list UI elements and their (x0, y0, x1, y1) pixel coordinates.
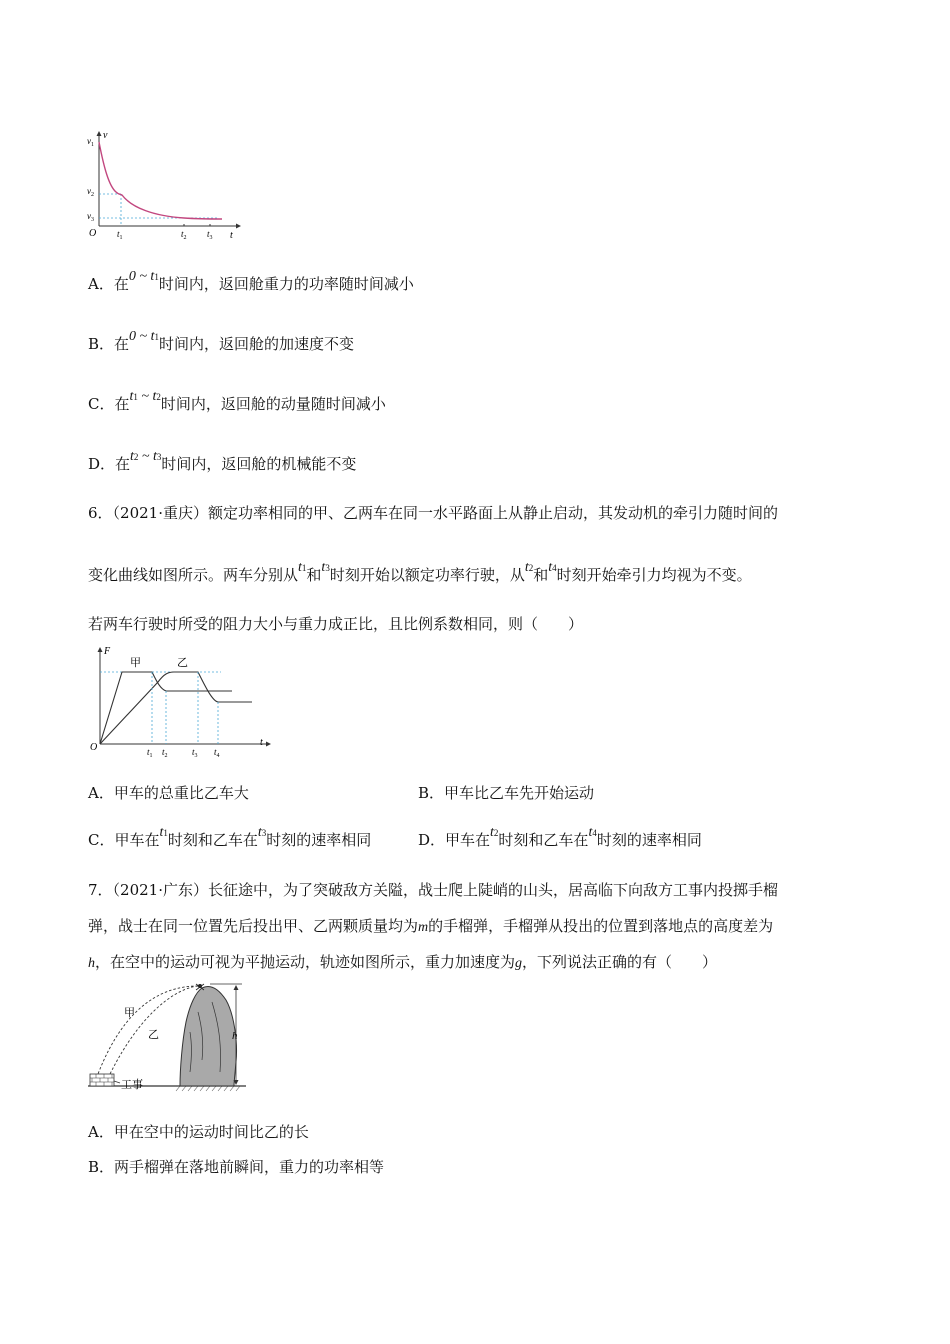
axis-t-label: t (260, 737, 263, 748)
q7-option-a: A．甲在空中的运动时间比乙的长 (88, 1123, 309, 1141)
yi-label: 乙 (177, 656, 188, 669)
gongshi-label: 工事 (121, 1078, 143, 1091)
t4-label: t (214, 747, 217, 757)
svg-text:v2: $v_2$ (87, 186, 94, 198)
q7-stem-line1: 7．（2021·广东）长征途中，为了突破敌方关隘，战士爬上陡峭的山头，居高临下向敌方工事内投掷手榴 (88, 881, 778, 899)
yi-label: 乙 (148, 1028, 159, 1041)
q6-option-c: C．甲车在t1时刻和乙车在t3时刻的速率相同 (88, 825, 372, 849)
q6-option-d: D．甲车在t2时刻和乙车在t4时刻的速率相同 (418, 825, 702, 849)
h-label: h (232, 1030, 238, 1042)
t3-label: t (207, 229, 210, 239)
q5-option-c: C．在t1 ~ t2时间内，返回舱的动量随时间减小 (88, 389, 386, 413)
q6-stem-line3: 若两车行驶时所受的阻力大小与重力成正比，且比例系数相同，则（ ） (88, 615, 584, 633)
t1-label: t (147, 747, 150, 757)
axis-v-label: v (103, 130, 108, 141)
t2-label: t (162, 747, 165, 757)
origin-label: O (89, 228, 97, 239)
svg-text:t4: $t_4$ (214, 747, 220, 759)
axis-f-label: F (104, 646, 111, 657)
v3-label: v (87, 211, 91, 221)
svg-text:t1: $t_1$ (117, 229, 123, 241)
svg-text:t1: $t_1$ (147, 747, 153, 759)
grenade-trajectory-figure (86, 982, 256, 1094)
bunker (90, 1074, 114, 1086)
q7-stem-line3: h，在空中的运动可视为平抛运动，轨迹如图所示，重力加速度为g，下列说法正确的有（ ） (88, 953, 718, 971)
t3-label: t (192, 747, 195, 757)
velocity-time-graph (84, 128, 244, 243)
q7-stem-line2: 弹，战士在同一位置先后投出甲、乙两颗质量均为m的手榴弹，手榴弹从投出的位置到落地点的高度差为 (88, 917, 774, 935)
yi-curve (100, 672, 252, 744)
svg-text:v3: $v_3$ (87, 211, 94, 223)
axis-t-label: t (230, 230, 233, 241)
q5-option-d: D．在t2 ~ t3时间内，返回舱的机械能不变 (88, 449, 357, 473)
svg-text:v1: $v_1$ (87, 136, 94, 148)
q7-option-b: B．两手榴弹在落地前瞬间，重力的功率相等 (88, 1158, 385, 1176)
q6-option-a: A．甲车的总重比乙车大 (88, 784, 249, 802)
force-time-graph (86, 644, 276, 760)
svg-text:t2: $t_2$ (181, 229, 187, 241)
q5-option-b: B．在0 ~ t1时间内，返回舱的加速度不变 (88, 329, 355, 353)
velocity-curve (99, 142, 222, 219)
v2-label: v (87, 186, 91, 196)
t2-label: t (181, 229, 184, 239)
q6-stem-line1: 6．（2021·重庆）额定功率相同的甲、乙两车在同一水平路面上从静止启动，其发动机的牵引力随时间的 (88, 504, 778, 522)
origin-label: O (90, 742, 98, 753)
q6-stem-line2: 变化曲线如图所示。两车分别从t1和t3时刻开始以额定功率行驶，从t2和t4时刻开始牵引力均视为不变。 (88, 560, 752, 584)
mountain (180, 987, 237, 1087)
v1-label: v (87, 136, 91, 146)
jia-label: 甲 (124, 1006, 135, 1019)
q6-option-b: B．甲车比乙车先开始运动 (418, 784, 595, 802)
svg-text:t3: $t_3$ (192, 747, 198, 759)
svg-text:t3: $t_3$ (207, 229, 213, 241)
t1-label: t (117, 229, 120, 239)
jia-label: 甲 (130, 656, 141, 669)
q5-option-a: A．在0 ~ t1时间内，返回舱重力的功率随时间减小 (88, 269, 414, 293)
svg-text:t2: $t_2$ (162, 747, 168, 759)
